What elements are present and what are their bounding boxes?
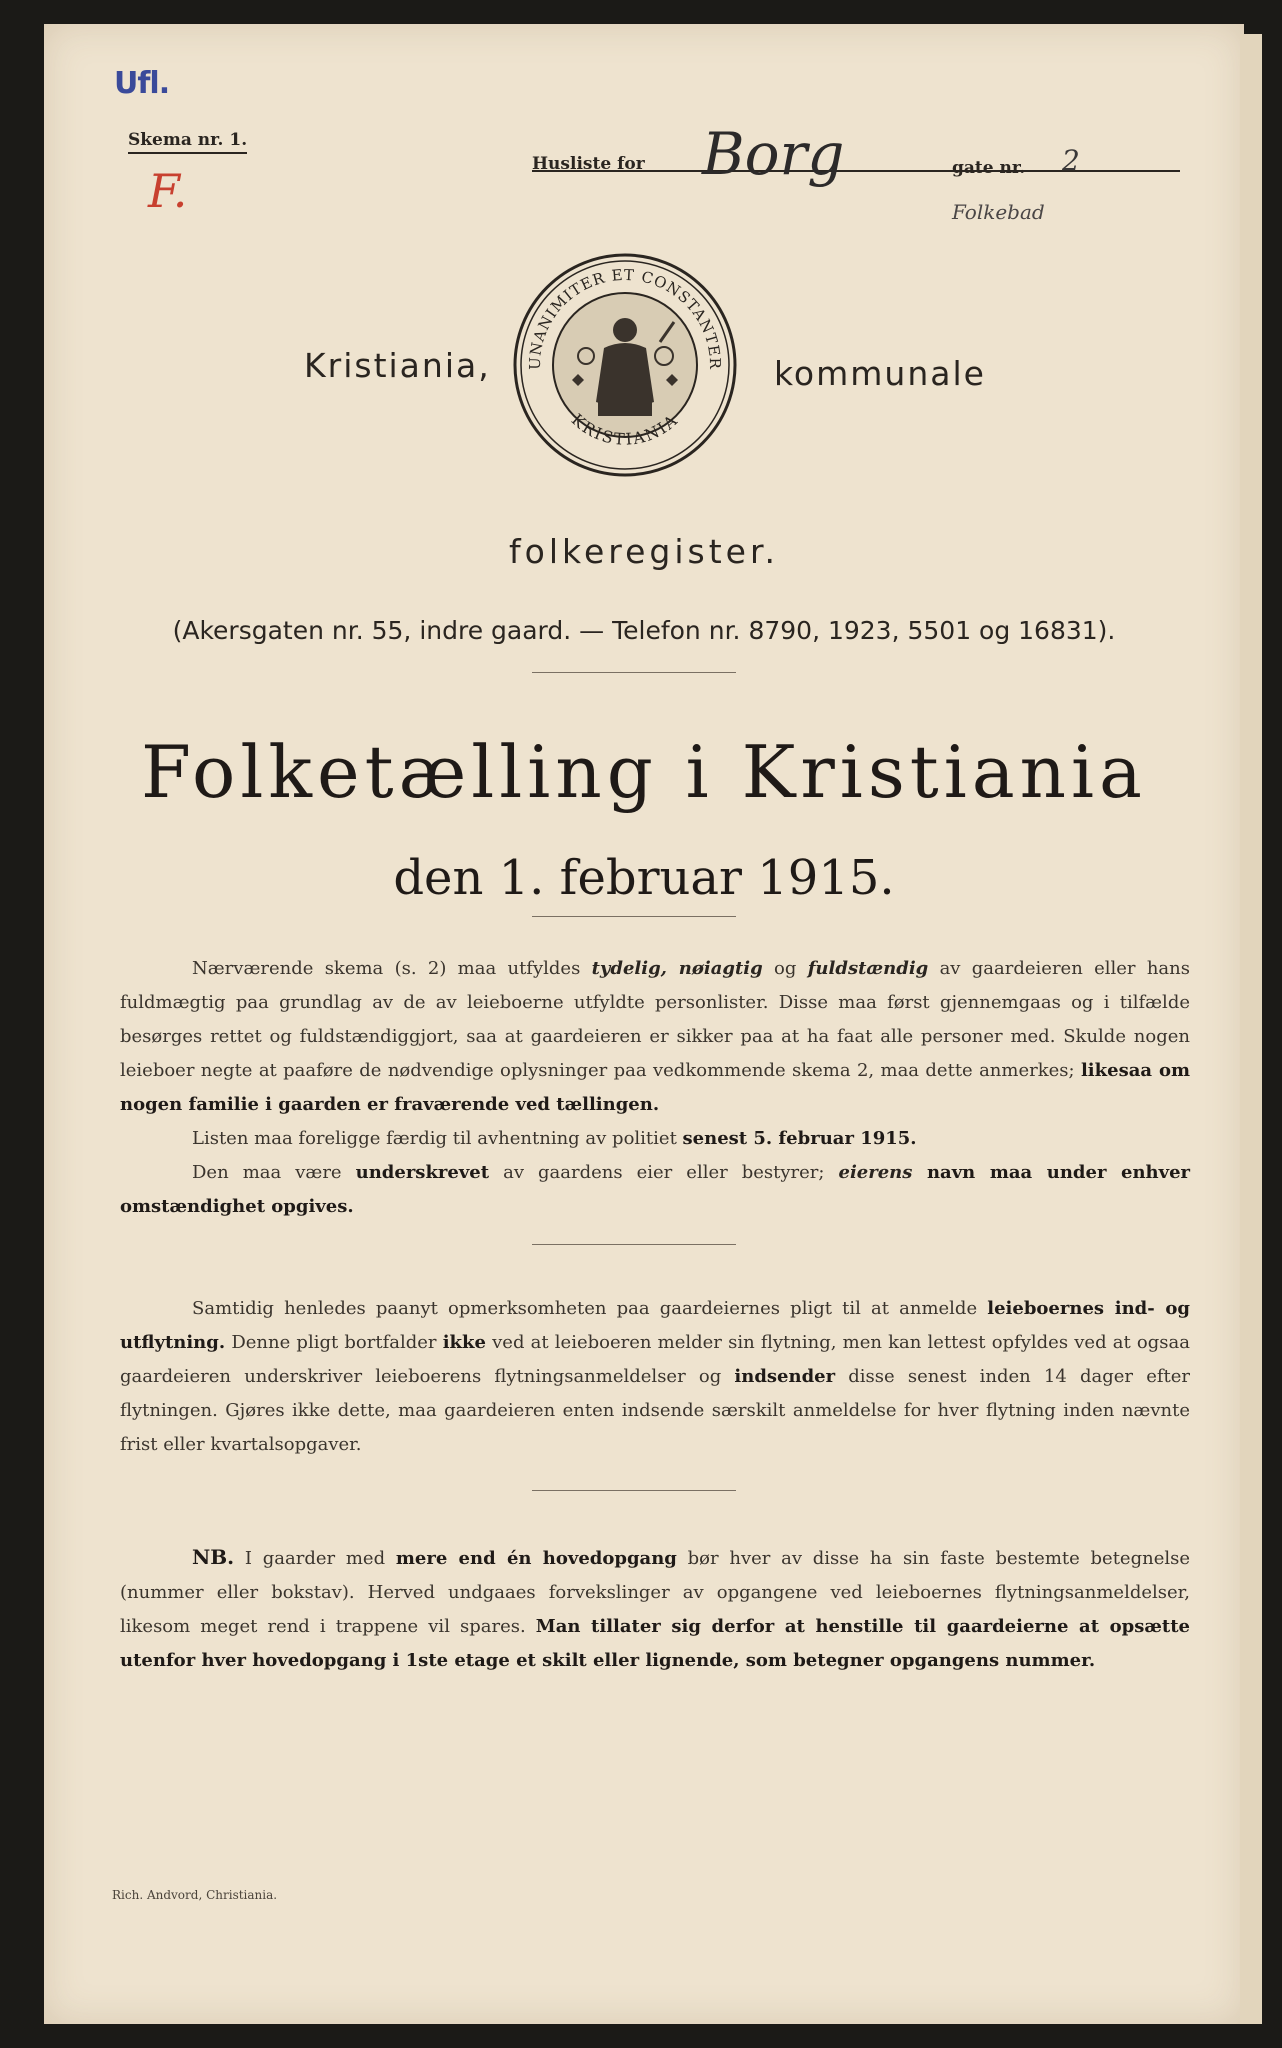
text-run: Denne pligt bortfalder [225,1332,443,1353]
text-run: av gaardeieren eller hans fuldmægtig paa grundlag av de av leieboerne utfyldte personlister. Disse maa først gjennemgaas og i tilfælde besørges rettet og fuldstændiggjort, saa at gaardeieren er sikker paa at ha faat alle personer med. Skulde nogen leieboer negte at paaføre de nødvendige oplysninger paa vedkommende skema 2, maa dette anmerkes; [120,958,1190,1081]
text-run-bold: senest 5. februar 1915. [682,1128,917,1149]
text-run: ved at leieboeren melder sin flytning, men kan lettest opfyldes ved at ogsaa gaardeieren underskriver leieboerens flytningsanmeldelser og [120,1332,1190,1387]
gate-number-handwritten: 2 [1062,144,1080,177]
husliste-label: Husliste for [532,154,645,174]
schema-label: Skema nr. 1. [128,130,247,154]
sub-note-handwritten: Folkebad [952,200,1045,224]
stamp-mark: Ufl. [114,66,170,101]
text-run: bør hver av disse ha sin faste bestemte betegnelse (nummer eller bokstav). Herved undgaaes forvekslinger av opgangene ved leieboernes flytningsanmeldelser, likesom meget rend i trappene vil spares. [120,1548,1190,1637]
nb-paragraph [120,1540,1190,1678]
text-run-italic: tydelig, nøiagtig [591,958,763,979]
seal-top-text: UNANIMITER ET CONSTANTER [525,265,725,371]
instruction-paragraph [120,1122,1190,1156]
city-name [304,346,491,385]
instruction-paragraph [120,1156,1190,1224]
instruction-paragraph [120,952,1190,1122]
city-seal-icon [512,252,738,478]
text-run: Listen maa foreligge færdig til avhentning av politiet [192,1128,683,1149]
printer-imprint: Rich. Andvord, Christiania. [112,1888,278,1902]
gate-label: gate nr. [952,158,1026,178]
moving-notice-section [120,1292,1190,1462]
text-run-italic: eierens [838,1162,913,1183]
form-title: Folketælling i Kristiania [141,730,1147,814]
notice-paragraph [120,1292,1190,1462]
text-run-bold: navn maa under enhver omstændighet opgives. [120,1162,1191,1217]
census-form-sheet [44,24,1244,2024]
municipal-word: kommunale [774,354,986,393]
text-run: I gaarder med [234,1548,396,1569]
city-name-text: Kristiania [304,346,479,385]
nb-label: NB. [192,1545,235,1569]
text-run-bold: underskrevet [355,1162,490,1183]
city-comma: , [478,346,491,385]
divider [532,916,736,917]
text-run: av gaardens eier eller bestyrer; [489,1162,839,1183]
text-run-bold: mere end én hovedopgang [395,1548,677,1569]
text-run-bold: Man tillater sig derfor at henstille til gaardeierne at opsætte utenfor hver hovedopgang i 1ste etage et skilt eller lignende, som betegner opgangens nummer. [120,1616,1190,1671]
text-run-bold: indsender [734,1366,836,1387]
text-run-bold: leieboernes ind- og utflytning. [120,1298,1190,1353]
office-address: (Akersgaten nr. 55, indre gaard. — Telefon nr. 8790, 1923, 5501 og 16831). [172,616,1116,645]
text-run: Samtidig henledes paanyt opmerksomheten paa gaardeiernes pligt til at anmelde [192,1298,988,1319]
form-date: den 1. februar 1915. [393,850,895,906]
seal-bottom-text: KRISTIANIA [567,409,683,449]
text-run: disse senest inden 14 dager efter flytningen. Gjøres ikke dette, maa gaardeieren enten indsende særskilt anmeldelse for hver flytning inden nævnte frist eller kvartalsopgaver. [120,1366,1190,1455]
text-run: og [762,958,808,979]
handwritten-letter: F. [148,164,188,218]
divider [532,1244,736,1245]
nb-section [120,1540,1190,1678]
register-title: folkeregister. [509,532,779,571]
street-name-handwritten: Borg [702,120,845,188]
paper-edge [1240,34,1262,2024]
text-run: Nærværende skema (s. 2) maa utfyldes [192,958,592,979]
divider [532,672,736,673]
text-run: Den maa være [192,1162,356,1183]
text-run-bold: likesaa om nogen familie i gaarden er fraværende ved tællingen. [120,1060,1190,1115]
instructions-section [120,952,1190,1224]
divider [532,1490,736,1491]
text-run-italic: fuldstændig [807,958,929,979]
husliste-line [532,120,1180,188]
text-run-bold: ikke [442,1332,486,1353]
